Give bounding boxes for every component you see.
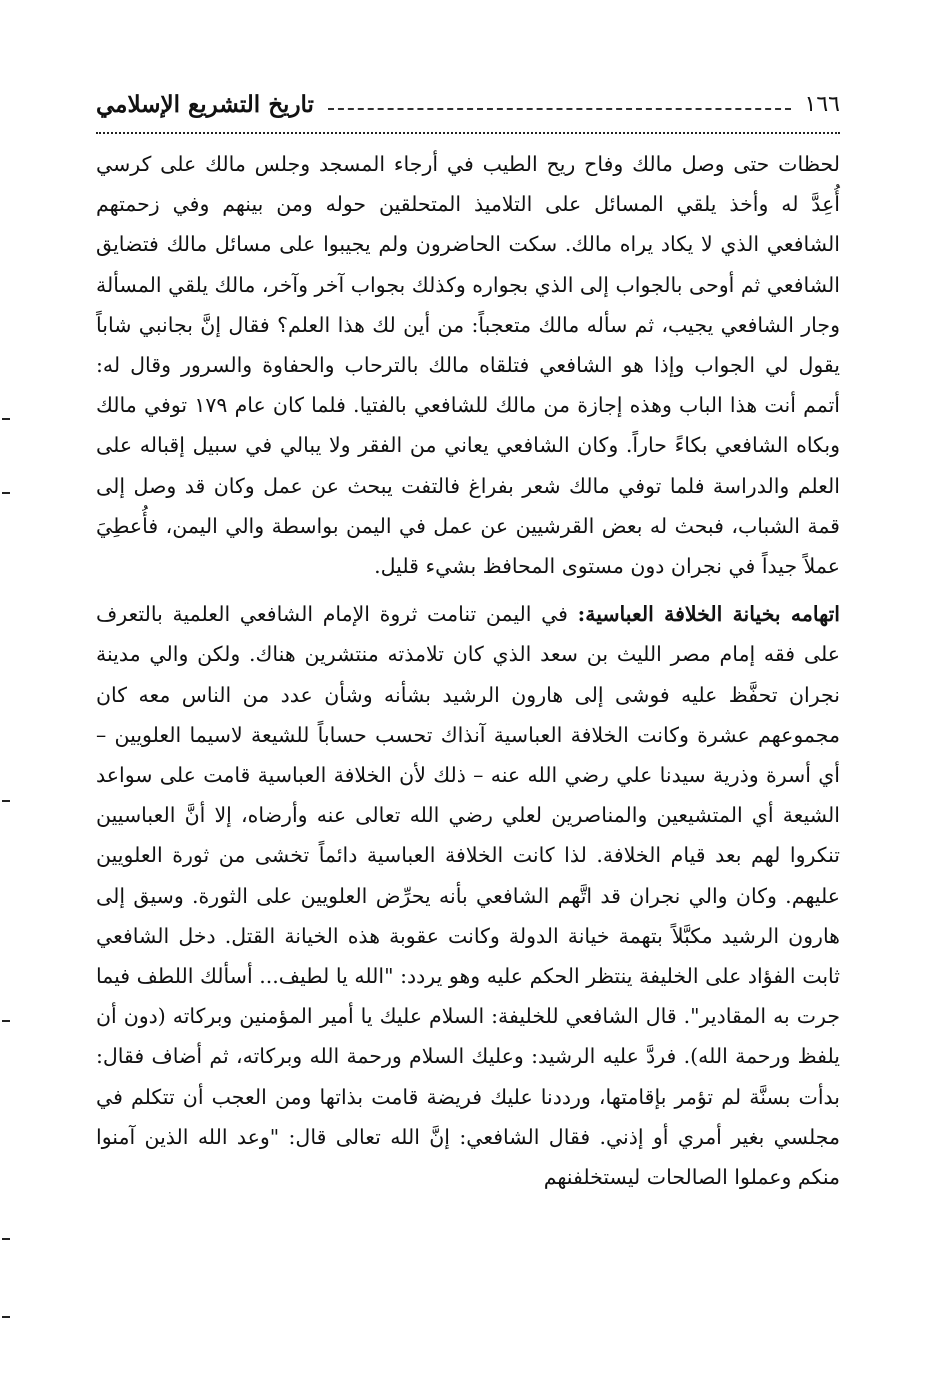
body-paragraph-1: لحظات حتى وصل مالك وفاح ريح الطيب في أرجاء المسجد وجلس مالك على كرسي أُعِدَّ له وأخذ يلقي المسائل على التلاميذ المتحلقين حوله ومن بينهم وفي زحمتهم الشافعي الذي لا يكاد يراه مالك. سكت الحاضرون ولم يجيبوا على مسائل مالك فتضايق الشافعي ثم أوحى بالجواب إلى الذي بجواره وكذلك بجواب آخر وآخر، مالك يلقي المسألة وجار الشافعي يجيب، ثم سأله مالك متعجباً: من أين لك هذا العلم؟ فقال إنَّ بجانبي شاباً يقول لي الجواب وإذا هو الشافعي فتلقاه مالك بالترحاب والحفاوة والسرور وقال له: أتمم أنت هذا الباب وهذه إجازة من مالك للشافعي بالفتيا. فلما كان عام ١٧٩ توفي مالك وبكاه الشافعي بكاءً حاراً. وكان الشافعي يعاني من الفقر ولا يبالي في سبيل إقباله على العلم والدراسة فلما توفي مالك شعر بفراغ فالتفت يبحث عن عمل وكان قد وصل إلى قمة الشباب، فبحث له بعض القرشيين عن عمل في اليمن بواسطة والي اليمن، فأُعطِيَ عملاً جيداً في نجران دون مستوى المحافظ بشيء قليل. xyxy=(96,152,841,579)
margin-mark xyxy=(2,1020,10,1022)
running-header xyxy=(96,82,840,134)
paragraph-2-text: في اليمن تنامت ثروة الإمام الشافعي العلمية بالتعرف على فقه إمام مصر الليث بن سعد الذي كان تلامذته منتشرين هناك. ولكن والي مدينة نجران تحفَّظ عليه فوشى إلى هارون الرشيد بشأنه وشأن عدد من الناس معه كان مجموعهم عشرة وكانت الخلافة العباسية آنذاك تحسب حساباً للشيعة لاسيما العلويين – أي أسرة وذرية سيدنا علي رضي الله عنه – ذلك لأن الخلافة العباسية قامت على سواعد الشيعة أي المتشيعين والمناصرين لعلي رضي الله تعالى عنه وأرضاه، إلا أنَّ العباسيين تنكروا لهم بعد قيام الخلافة. لذا كانت الخلافة العباسية دائماً تخشى من ثورة العلويين عليهم. وكان والي نجران قد اتَّهم الشافعي بأنه يحرِّض العلويين على الثورة. وسيق إلى هارون الرشيد مكبَّلاً بتهمة خيانة الدولة وكانت عقوبة هذه الخيانة القتل. دخل الشافعي ثابت الفؤاد على الخليفة ينتظر الحكم عليه وهو يردد: "الله يا لطيف... أسألك اللطف فيما جرت به المقادير". قال الشافعي للخليفة: السلام عليك يا أمير المؤمنين وبركاته (دون أن يلفظ ورحمة الله). فردَّ عليه الرشيد: وعليك السلام ورحمة الله وبركاته، ثم أضاف فقال: بدأت بسنَّة لم تؤمر بإقامتها، ورددنا عليك فريضة قامت بذاتها ومن العجب أن تتكلم في مجلسي بغير أمري أو إذني. فقال الشافعي: إنَّ الله تعالى قال: "وعد الله الذين آمنوا منكم وعملوا الصالحات ليستخلفنهم xyxy=(96,602,841,1190)
page-number: ١٦٦ xyxy=(804,91,840,117)
section-heading: اتهامه بخيانة الخلافة العباسية: xyxy=(577,602,840,627)
body-paragraph-2 xyxy=(96,594,840,1197)
margin-mark xyxy=(2,492,10,494)
running-title: تاريخ التشريع الإسلامي xyxy=(96,90,314,118)
margin-mark xyxy=(2,800,10,802)
margin-mark xyxy=(2,1238,10,1240)
header-dotted-rule xyxy=(328,98,791,110)
book-page xyxy=(96,82,840,1342)
margin-mark xyxy=(2,1316,10,1318)
margin-mark xyxy=(2,418,10,420)
